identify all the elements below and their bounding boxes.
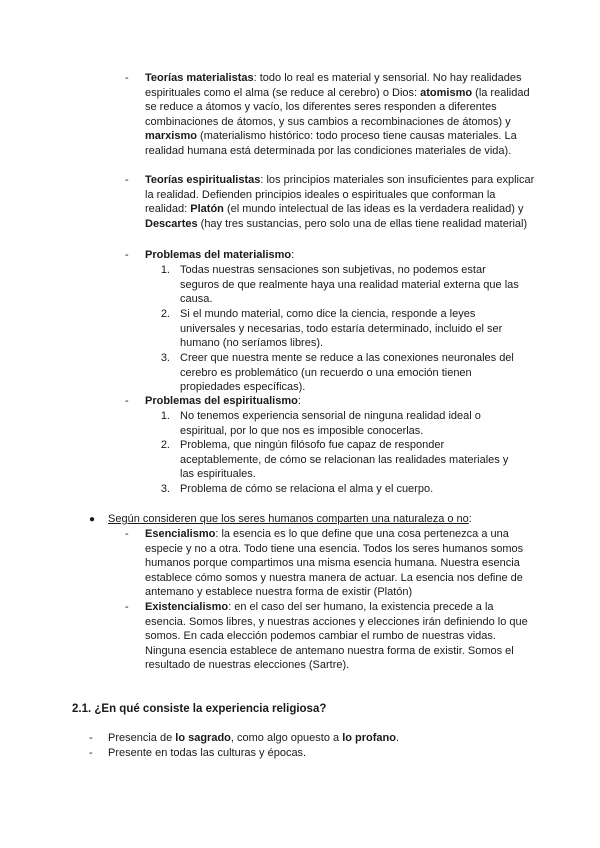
underlined-label: Según consideren que los seres humanos comparten una naturaleza o no [108, 513, 469, 525]
list-item-sacred [108, 731, 528, 746]
subheading-problems-spiritualism: Problemas del espiritualismo: [145, 395, 301, 407]
list-item: Creer que nuestra mente se reduce a las conexiones neuronales del cerebro es problemático (un recuerdo o una emoción tienen propiedades específicas). [180, 352, 514, 393]
term-spiritualist: Teorías espiritualistas [145, 174, 261, 186]
text: : en el caso del ser humano, la existencia precede a la esencia. Somos libres, y nuestras acciones y elecciones irán definiendo lo que somos. En cada elección podemos cambiar el rumbo de nuestras vidas. Ninguna esencia establece de antemano nuestra forma de existir. Somos el resultado de nuestras elecciones (Sartre). [145, 601, 528, 671]
list-item: Si el mundo material, como dice la ciencia, responde a leyes universales y necesarias, todo estaría determinado, incluido el ser humano (no seríamos libres). [180, 308, 503, 349]
number-3: 3. [160, 352, 170, 364]
nature-bullet-text: Según consideren que los seres humanos comparten una naturaleza o no: [108, 513, 472, 525]
list-item-materialist [145, 71, 535, 158]
dash-bullet: - [125, 174, 129, 186]
term-marxism: marxismo [145, 130, 197, 142]
dash-bullet: - [125, 395, 129, 407]
list-item: Problema, que ningún filósofo fue capaz de responder aceptablemente, de cómo se relacionan las realidades materiales y las espirituales. [180, 439, 509, 480]
number-3: 3. [160, 483, 170, 495]
dash-bullet: - [125, 72, 129, 84]
list-item-spiritualist [145, 173, 535, 231]
subheading-problems-materialism: Problemas del materialismo: [145, 249, 295, 261]
dash-bullet: - [89, 747, 93, 759]
text: : los principios materiales son insuficientes para explicar la realidad. Defienden principios ideales o espirituales que conforman la realidad: [145, 174, 535, 215]
dash-bullet: - [125, 528, 129, 540]
text: (hay tres sustancias, pero solo una de ellas tiene realidad material) [197, 217, 528, 230]
list-item: No tenemos experiencia sensorial de ninguna realidad ideal o espiritual, por lo que nos es imposible conocerlas. [180, 410, 481, 437]
text: , como algo opuesto a [230, 732, 343, 744]
list-item-existentialism [145, 600, 530, 673]
term-existentialism: Existencialismo [145, 601, 229, 613]
text: (materialismo histórico: todo proceso tiene causas materiales. La realidad humana está determinada por las condiciones materiales de vida). [145, 130, 517, 157]
list-item-cultures: Presente en todas las culturas y épocas. [108, 747, 307, 759]
dash-bullet: - [125, 249, 129, 261]
text: . [395, 732, 400, 744]
text: Presencia de [108, 732, 176, 744]
term-profane: lo profano [342, 732, 396, 744]
list-item-essentialism [145, 527, 530, 600]
text: (el mundo intelectual de las ideas es la verdadera realidad) y [223, 203, 524, 215]
section-heading: 2.1. ¿En qué consiste la experiencia religiosa? [72, 703, 327, 715]
term-materialist: Teorías materialistas [145, 72, 254, 84]
number-1: 1. [160, 410, 170, 422]
term-essentialism: Esencialismo [145, 528, 216, 540]
dash-bullet: - [89, 732, 93, 744]
number-1: 1. [160, 264, 170, 276]
list-item: Problema de cómo se relaciona el alma y el cuerpo. [180, 483, 434, 495]
label: Problemas del materialismo [145, 249, 292, 261]
term-sacred: lo sagrado [175, 732, 231, 744]
number-2: 2. [160, 308, 170, 320]
text: : todo lo real es material y sensorial. No hay realidades espirituales como el alma (se reduce al cerebro) o Dios: [145, 72, 522, 99]
term-plato: Platón [190, 203, 224, 215]
term-atomism: atomismo [420, 86, 473, 99]
text: : la esencia es lo que define que una cosa pertenezca a una especie y no a otra. Todo tiene una esencia. Todos los seres humanos somos humanos porque compartimos una misma esencia humana. Nuestra esencia establece cómo somos y nuestra manera de actuar. La esencia nos define de antemano y establece nuestra forma de existir (Platón) [145, 528, 524, 598]
dash-bullet: - [125, 601, 129, 613]
term-descartes: Descartes [145, 217, 198, 230]
text: (la realidad se reduce a átomos y vacío, los diferentes seres responden a diferentes combinaciones de átomos, y sus cambios a recombinaciones de átomos) y [145, 86, 530, 128]
label: Problemas del espiritualismo [145, 395, 298, 407]
list-item: Todas nuestras sensaciones son subjetivas, no podemos estar seguros de que realmente haya una realidad material externa que las causa. [180, 264, 519, 305]
number-2: 2. [160, 439, 170, 451]
disc-bullet: ● [89, 514, 96, 525]
